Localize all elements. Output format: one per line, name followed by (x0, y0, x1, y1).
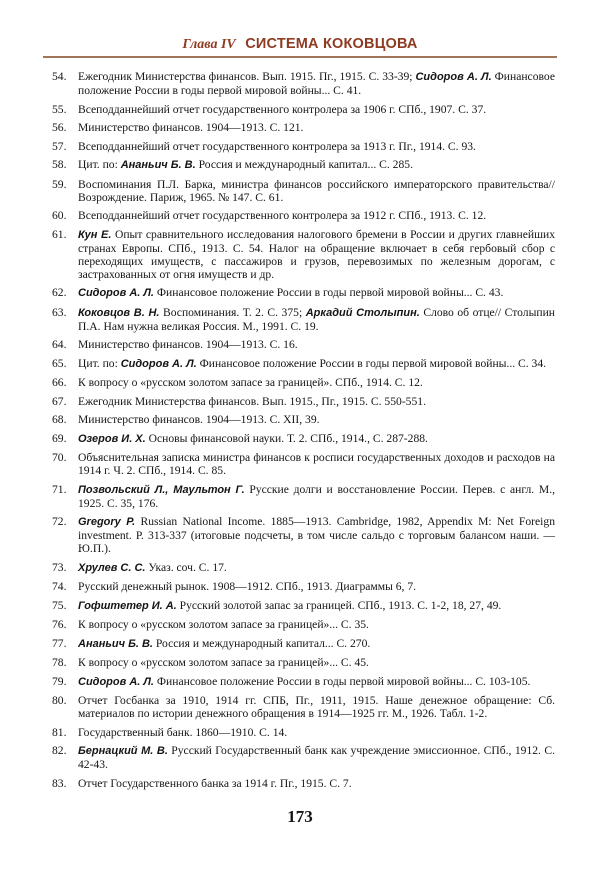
citation-text: Финансовое положение России в годы первой мировой войны... С. 34. (196, 356, 547, 370)
endnote-number: 73. (52, 560, 67, 574)
endnote (52, 451, 555, 477)
endnote (52, 599, 555, 613)
endnote (52, 70, 555, 97)
page-body (52, 70, 555, 827)
endnote (52, 744, 555, 771)
author-name: Хрулев С. С. (78, 561, 146, 574)
endnote (52, 483, 555, 510)
endnote-number: 61. (52, 227, 67, 241)
citation-text: Всеподданнейший отчет государственного контролера за 1906 г. СПб., 1907. С. 37. (78, 102, 487, 116)
citation-text: Россия и международный капитал... С. 285. (195, 158, 413, 171)
endnote (52, 140, 555, 153)
chapter-label: Глава IV (182, 37, 236, 52)
endnote-text (78, 637, 555, 651)
author-name: Gregory P. (78, 516, 136, 528)
endnote (52, 103, 555, 116)
endnote-number: 70. (52, 451, 67, 464)
endnote (52, 675, 555, 689)
author-name: Сидоров А. Л. (415, 71, 492, 83)
endnote-number: 77. (52, 636, 67, 650)
endnote-number: 82. (52, 744, 67, 757)
endnote-text (78, 515, 555, 555)
endnote (52, 694, 555, 720)
citation-text: Воспоминания. Т. 2. С. 375; (159, 305, 306, 319)
citation-text: Основы финансовой науки. Т. 2. СПб., 1914., С. 287-288. (145, 431, 428, 445)
citation-text: Указ. соч. С. 17. (145, 560, 227, 574)
endnote-text (78, 561, 555, 575)
endnote (52, 413, 555, 426)
endnote (52, 637, 555, 651)
endnote-number: 57. (52, 139, 67, 153)
chapter-title: СИСТЕМА КОКОВЦОВА (245, 36, 418, 52)
author-name: Ананьич Б. В. (120, 159, 196, 171)
endnote (52, 158, 555, 172)
author-name: Сидоров А. Л. (78, 287, 154, 299)
endnote-number: 54. (52, 70, 67, 83)
endnote (52, 306, 555, 333)
endnotes-list (52, 70, 555, 795)
citation-text: Опыт сравнительного исследования налогового бремени в России и других главнейших странах Европы. СПб., 1913. С. 54. Налог на обращение включает в себя гербовый сбор с переходящих имуществ, с пассажиров и грузов, перевозимых по железным дорогам, с застрахованных от огня имуществ и др. (78, 227, 555, 281)
citation-text: Русский золотой запас за границей. СПб., 1913. С. 1-2, 18, 27, 49. (176, 598, 502, 612)
citation-text: Цит. по: (78, 356, 121, 370)
endnote-text (78, 357, 555, 371)
endnote-number: 81. (52, 725, 67, 739)
endnote-text (78, 178, 555, 204)
endnote-text (78, 306, 555, 333)
endnote-number: 66. (52, 376, 67, 389)
endnote-text (78, 777, 555, 790)
endnote-text (78, 618, 555, 631)
endnote-text (78, 580, 555, 593)
endnote-number: 76. (52, 618, 67, 631)
endnote-number: 69. (52, 431, 67, 445)
citation-text: К вопросу о «русском золотом запасе за границей». СПб., 1914. С. 12. (78, 376, 423, 389)
citation-text: К вопросу о «русском золотом запасе за границей»... С. 45. (78, 656, 369, 669)
citation-text: Отчет Госбанка за 1910, 1914 гг. СПБ, Пг., 1911, 1915. Наше денежное обращение: Сб. материалов по истории денежного обращения в 1914—1925 гг. М., 1926. Табл. 1-2. (78, 694, 555, 720)
citation-text: Русский Государственный банк как учреждение эмиссионное. СПб., 1912. С. 42-43. (78, 744, 555, 771)
endnote (52, 338, 555, 351)
citation-text: Финансовое положение России в годы первой мировой войны... С. 103-105. (154, 674, 531, 688)
endnote (52, 580, 555, 593)
endnote-number: 74. (52, 580, 67, 593)
citation-text: Государственный банк. 1860—1910. С. 14. (78, 725, 288, 739)
endnote-number: 72. (52, 515, 67, 528)
citation-text: Всеподданнейший отчет государственного контролера за 1912 г. СПб., 1913. С. 12. (78, 209, 487, 222)
endnote-text (78, 286, 555, 300)
author-name: Озеров И. Х. (78, 432, 146, 445)
citation-text: Воспоминания П.Л. Барка, министра финансов российского императорского правительства// Возрождение. Париж, 1965. № 147. С. 61. (78, 177, 555, 204)
endnote-text (78, 599, 555, 613)
endnote-number: 71. (52, 482, 67, 496)
citation-text: Министерство финансов. 1904—1913. С. XII, 39. (78, 413, 320, 426)
citation-text: Финансовое положение России в годы первой мировой войны... С. 43. (154, 286, 504, 299)
endnote (52, 432, 555, 446)
citation-text: Русские долги и восстановление России. Перев. с англ. М., 1925. С. 35, 176. (78, 482, 555, 510)
endnote-text (78, 675, 555, 689)
citation-text: Финансовое положение России в годы первой мировой войны... С. 41. (78, 70, 555, 97)
endnote-number: 59. (52, 177, 67, 191)
endnote (52, 376, 555, 389)
endnote (52, 286, 555, 300)
endnote-number: 79. (52, 674, 67, 688)
endnote-text (78, 209, 555, 222)
endnote-number: 75. (52, 598, 67, 612)
endnote-number: 68. (52, 413, 67, 426)
endnote (52, 209, 555, 222)
endnote (52, 726, 555, 739)
endnote (52, 228, 555, 281)
citation-text: Слово об отце// Столыпин П.А. Нам нужна великая Россия. М., 1991. С. 19. (78, 305, 555, 333)
endnote (52, 618, 555, 631)
endnote (52, 656, 555, 669)
author-name: Ананьич Б. В. (78, 637, 153, 650)
endnote-number: 60. (52, 209, 67, 222)
citation-text: Ежегодник Министерства финансов. Вып. 1915., Пг., 1915. С. 550-551. (78, 394, 426, 408)
citation-text: Цит. по: (78, 158, 121, 171)
citation-text: Россия и международный капитал... С. 270. (152, 636, 371, 650)
author-name: Сидоров А. Л. (120, 357, 197, 370)
header-rule (43, 56, 557, 58)
author-name: Коковцов В. Н. (78, 306, 160, 319)
author-name: Кун Е. (78, 228, 112, 241)
endnote (52, 561, 555, 575)
endnote (52, 395, 555, 408)
citation-text: Ежегодник Министерства финансов. Вып. 1915. Пг., 1915. С. 33-39; (78, 70, 416, 83)
endnote-text (78, 432, 555, 446)
endnote-text (78, 338, 555, 351)
endnote-text (78, 483, 555, 510)
endnote (52, 178, 555, 204)
endnote-number: 55. (52, 102, 67, 116)
citation-text: Министерство финансов. 1904—1913. С. 121. (78, 121, 304, 134)
citation-text: Объяснительная записка министра финансов к росписи государственных доходов и расходов на 1914 г. Ч. 2. СПб., 1914. С. 85. (78, 451, 555, 477)
endnote-text (78, 70, 555, 97)
endnote-text (78, 121, 555, 134)
author-name: Гофштетер И. А. (78, 599, 177, 612)
endnote-number: 80. (52, 694, 67, 707)
citation-text: К вопросу о «русском золотом запасе за границей»... С. 35. (78, 618, 369, 631)
endnote-text (78, 158, 555, 172)
endnote-text (78, 140, 555, 153)
endnote-text (78, 103, 555, 116)
endnote-text (78, 228, 555, 281)
endnote-text (78, 376, 555, 389)
citation-text: Отчет Государственного банка за 1914 г. Пг., 1915. С. 7. (78, 776, 352, 790)
endnote-text (78, 744, 555, 771)
endnote-number: 83. (52, 776, 67, 790)
endnote-number: 67. (52, 394, 67, 408)
endnote-text (78, 656, 555, 669)
citation-text: Министерство финансов. 1904—1913. С. 16. (78, 338, 298, 351)
endnote-text (78, 395, 555, 408)
endnote-text (78, 413, 555, 426)
endnote-number: 64. (52, 338, 67, 351)
author-name: Сидоров А. Л. (78, 675, 154, 688)
endnote-number: 56. (52, 121, 67, 134)
endnote (52, 121, 555, 134)
endnote-number: 78. (52, 656, 67, 669)
endnote-text (78, 726, 555, 739)
endnote-text (78, 694, 555, 720)
page-number: 173 (287, 807, 313, 826)
endnote-number: 58. (52, 158, 67, 171)
endnote (52, 357, 555, 371)
endnote (52, 777, 555, 790)
endnote-number: 62. (52, 286, 67, 299)
endnote-number: 63. (52, 305, 67, 319)
citation-text: Russian National Income. 1885—1913. Cambridge, 1982, Appendix M: Net Foreign investment. P. 313-337 (итоговые подсчеты, в том числе сальдо с торговым балансом наши. — Ю.П.). (78, 515, 555, 555)
citation-text: Русский денежный рынок. 1908—1912. СПб., 1913. Диаграммы 6, 7. (78, 580, 417, 593)
endnote-number: 65. (52, 356, 67, 370)
endnote-text (78, 451, 555, 477)
citation-text: Всеподданнейший отчет государственного контролера за 1913 г. Пг., 1914. С. 93. (78, 139, 476, 153)
author-name: Позвольский Л., Маультон Г. (78, 483, 245, 496)
author-name: Бернацкий М. В. (78, 745, 168, 757)
endnote (52, 515, 555, 555)
author-name: Аркадий Столыпин. (305, 306, 420, 319)
running-header (45, 36, 555, 53)
